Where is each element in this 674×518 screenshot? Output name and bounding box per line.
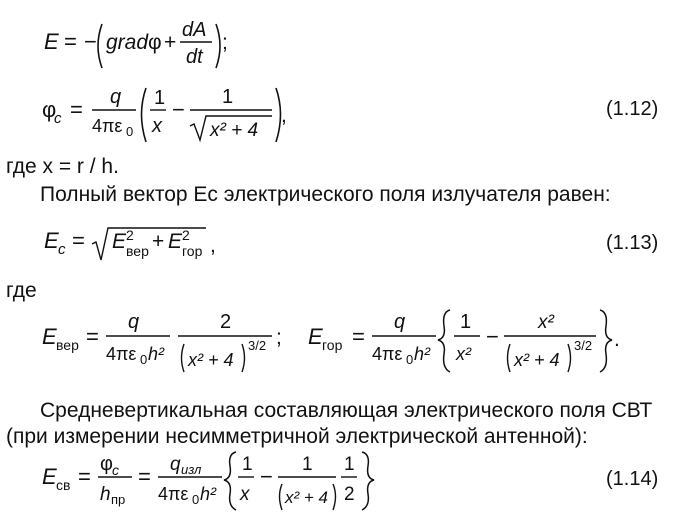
equation-mid-vertical: [40, 448, 380, 516]
paren-left: [98, 24, 102, 68]
denominator-4-pi-eps: 4πε: [158, 484, 189, 504]
paragraph-where-x: где x = r / h.: [6, 155, 119, 178]
brace-left: [438, 310, 450, 372]
symbol-comma: ,: [210, 234, 216, 257]
symbol-minus: −: [172, 97, 185, 122]
subscript-sv: св: [56, 477, 71, 493]
brace-right: [600, 310, 612, 372]
symbol-plus: +: [164, 31, 177, 54]
numerator-phi: φ: [100, 453, 113, 475]
symbol-equals: =: [70, 97, 83, 122]
subscript-zero: 0: [192, 492, 200, 507]
denominator-h2: h²: [200, 484, 217, 504]
denominator-h2: h²: [414, 344, 431, 364]
subscript-gor: гор: [322, 337, 343, 353]
subscript-c: c: [112, 462, 119, 478]
subscript-vert: вер: [56, 337, 79, 353]
superscript-two: 2: [182, 227, 190, 243]
base-x2-plus-4: x² + 4: [514, 350, 560, 370]
brace-left: [224, 452, 236, 510]
symbol-E: E: [44, 228, 59, 253]
symbol-equals: =: [138, 464, 151, 489]
paren-right: [242, 344, 245, 372]
denominator-4-pi-eps: 4πε: [92, 116, 123, 136]
symbol-plus: +: [152, 230, 165, 253]
paragraph-mid-vertical-line-1: Средневертикальная составляющая электрического поля СВТ: [40, 399, 653, 422]
paren-right: [276, 88, 281, 142]
paren-left: [508, 344, 511, 372]
equation-components: [40, 304, 620, 382]
equation-field-definition: [40, 12, 240, 72]
superscript-two: 2: [126, 227, 134, 243]
symbol-semicolon: ;: [222, 31, 228, 54]
paren-left: [182, 344, 185, 372]
denominator-x2: x²: [456, 344, 471, 364]
symbol-E: E: [168, 230, 183, 253]
paren-right: [333, 484, 336, 510]
numerator-one: 1: [460, 311, 472, 333]
symbol-comma: ,: [281, 104, 287, 127]
symbol-E: E: [42, 324, 57, 349]
subscript-c: c: [54, 110, 62, 127]
brace-right: [362, 452, 374, 510]
numerator-one: 1: [302, 454, 313, 475]
subscript-pr: пр: [111, 492, 126, 507]
equation-number-1-14: (1.14): [606, 468, 659, 490]
paren-right: [216, 24, 220, 68]
equation-number-1-12: (1.12): [606, 98, 659, 120]
symbol-equals: =: [86, 324, 99, 349]
subscript-vert: вер: [126, 243, 149, 259]
subscript-zero: 0: [126, 124, 134, 139]
subscript-izl: изл: [181, 462, 202, 477]
denominator-4-pi-eps: 4πε: [372, 344, 403, 364]
numerator-x2: x²: [538, 312, 554, 333]
paragraph-mid-vertical-line-2: (при измерении несимметричной электрической антенной):: [6, 425, 588, 448]
numerator-q: q: [110, 86, 122, 108]
denominator-x: x: [152, 115, 162, 137]
numerator-two: 2: [220, 311, 232, 333]
numerator-q: q: [394, 311, 406, 333]
numerator-one: 1: [344, 454, 355, 475]
denominator-h: h: [100, 484, 111, 505]
numerator-q: q: [128, 311, 140, 333]
numerator-q: q: [170, 454, 181, 475]
symbol-phi: φ: [42, 97, 57, 122]
exponent-three-halves: 3/2: [574, 338, 593, 353]
equation-potential: [40, 80, 290, 152]
symbol-minus: −: [260, 464, 273, 489]
numerator-one: 1: [222, 86, 234, 108]
symbol-equals: =: [352, 324, 365, 349]
base-x2-plus-4: x² + 4: [285, 488, 328, 507]
exponent-three-halves: 3/2: [248, 338, 267, 353]
subscript-zero: 0: [406, 352, 414, 367]
symbol-phi: φ: [148, 31, 162, 54]
numerator-one: 1: [242, 454, 253, 475]
numerator-one: 1: [154, 87, 166, 109]
symbol-E: E: [42, 464, 57, 489]
equation-number-1-13: (1.13): [606, 232, 659, 254]
symbol-semicolon: ;: [276, 326, 282, 349]
symbol-E: E: [112, 230, 127, 253]
subscript-zero: 0: [140, 352, 148, 367]
symbol-period: .: [614, 328, 620, 351]
paren-right: [568, 344, 571, 372]
denominator-h2: h²: [148, 344, 165, 364]
symbol-grad: grad: [106, 31, 149, 54]
denominator-x: x: [240, 484, 250, 505]
symbol-minus: −: [486, 324, 499, 349]
base-x2-plus-4: x² + 4: [188, 350, 234, 370]
subscript-gor: гор: [182, 243, 203, 259]
symbol-E: E: [308, 324, 323, 349]
symbol-equals: =: [64, 29, 77, 54]
symbol-E: E: [44, 29, 59, 54]
paren-left: [142, 88, 147, 142]
paragraph-where: где: [6, 279, 37, 302]
symbol-equals: =: [78, 464, 91, 489]
denominator-4-pi-eps: 4πε: [106, 344, 137, 364]
fraction-denominator-dt: dt: [186, 46, 203, 68]
equation-full-vector: [40, 218, 270, 268]
subscript-c: c: [58, 241, 66, 258]
paren-left: [280, 484, 283, 510]
paragraph-full-vector: Полный вектор Eс электрического поля излучателя равен:: [40, 183, 611, 206]
denominator-two: 2: [344, 484, 355, 505]
radicand: x² + 4: [210, 120, 259, 141]
symbol-minus: −: [84, 29, 97, 54]
fraction-numerator-dA: dA: [182, 19, 207, 41]
symbol-equals: =: [72, 228, 85, 253]
